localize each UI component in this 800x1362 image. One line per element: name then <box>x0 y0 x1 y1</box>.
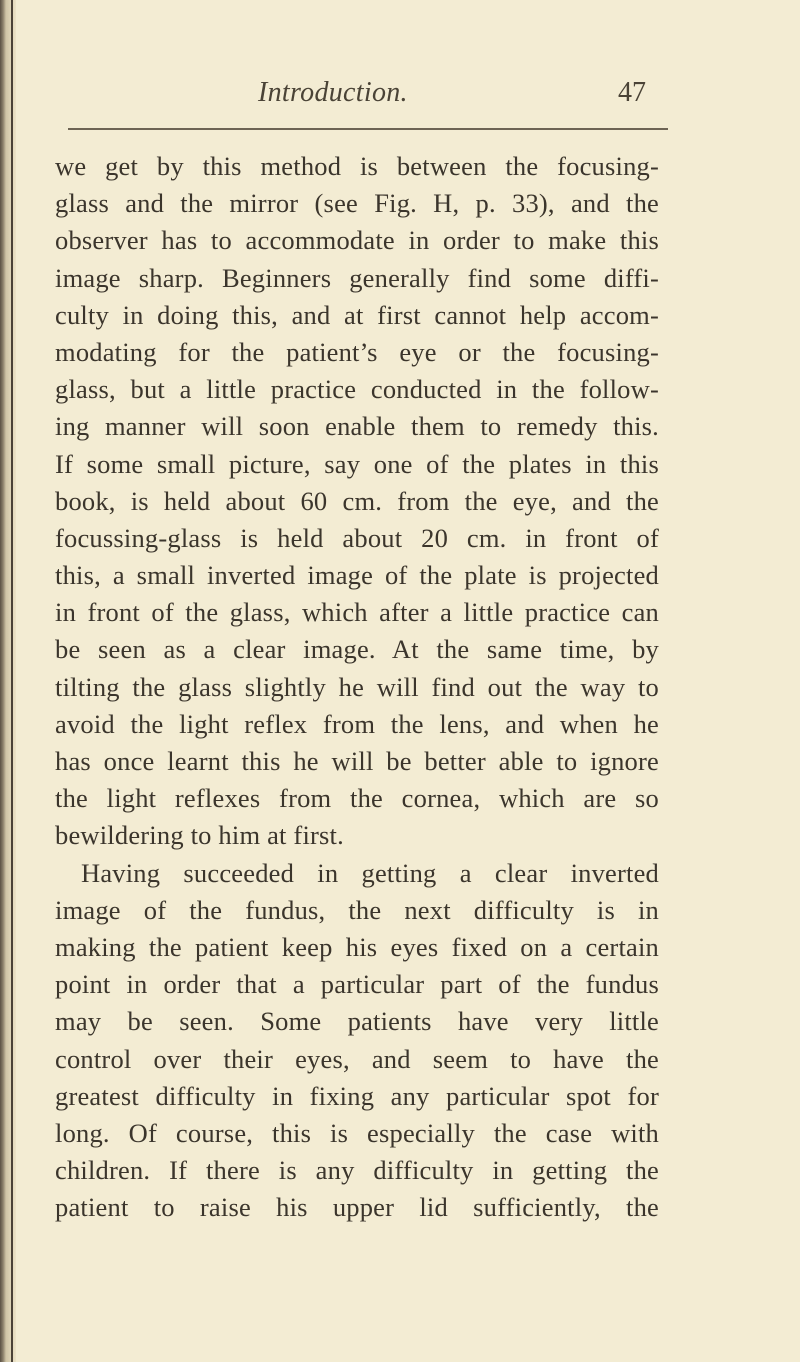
text-line: image of the fundus, the next difficulty is in <box>55 894 659 925</box>
running-head <box>55 75 770 115</box>
text-line: long. Of course, this is especially the case with <box>55 1117 659 1148</box>
book-page <box>55 75 770 1223</box>
text-line: image sharp. Beginners generally find some diffi- <box>55 262 659 293</box>
text-line-paragraph-end: bewildering to him at first. <box>55 820 344 851</box>
binding-edge-line <box>11 0 13 1362</box>
text-line: avoid the light reflex from the lens, and when he <box>55 708 659 739</box>
book-binding-shadow <box>0 0 16 1362</box>
text-line: culty in doing this, and at first cannot help accom- <box>55 299 659 330</box>
text-line: patient to raise his upper lid sufficiently, the <box>55 1192 659 1223</box>
text-line: greatest difficulty in fixing any particular spot for <box>55 1080 659 1111</box>
text-line: may be seen. Some patients have very little <box>55 1006 659 1037</box>
text-line: this, a small inverted image of the plate is projected <box>55 560 659 591</box>
body-text <box>55 148 659 1226</box>
text-line: point in order that a particular part of the fundus <box>55 969 659 1000</box>
text-line: in front of the glass, which after a little practice can <box>55 597 659 628</box>
text-line: modating for the patient’s eye or the focusing- <box>55 336 659 367</box>
text-line: making the patient keep his eyes fixed on a certain <box>55 931 659 962</box>
text-line: be seen as a clear image. At the same time, by <box>55 634 659 665</box>
text-line: control over their eyes, and seem to have the <box>55 1043 659 1074</box>
text-line-paragraph-start: Having succeeded in getting a clear inverted <box>81 857 659 888</box>
page-number: 47 <box>618 77 646 108</box>
text-line: has once learnt this he will be better able to ignore <box>55 746 659 776</box>
text-line: observer has to accommodate in order to make this <box>55 225 659 256</box>
text-line: tilting the glass slightly he will find out the way to <box>55 671 659 702</box>
text-line: book, is held about 60 cm. from the eye, and the <box>55 485 659 516</box>
text-line: ing manner will soon enable them to remedy this. <box>55 411 659 442</box>
text-line: glass, but a little practice conducted in the follow- <box>55 374 659 405</box>
text-line: glass and the mirror (see Fig. H, p. 33), and the <box>55 188 659 219</box>
text-line: If some small picture, say one of the plates in this <box>55 448 659 479</box>
text-line: focussing-glass is held about 20 cm. in front of <box>55 522 659 553</box>
text-line: the light reflexes from the cornea, which are so <box>55 783 659 814</box>
running-title: Introduction. <box>258 77 408 108</box>
header-rule <box>68 128 668 130</box>
text-line: we get by this method is between the focusing- <box>55 151 659 181</box>
text-line: children. If there is any difficulty in getting the <box>55 1155 659 1186</box>
